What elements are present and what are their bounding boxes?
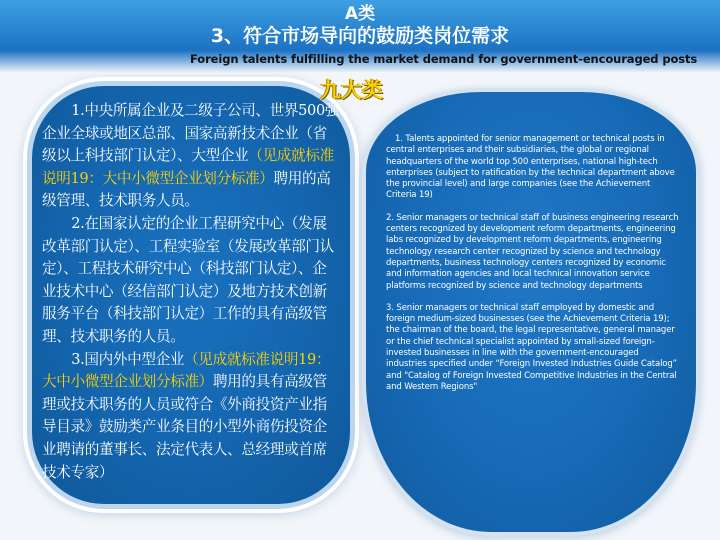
chinese-item-3-text: 3.国内外中型企业	[71, 350, 185, 368]
chinese-item-1-text: 1.中央所属企业及二级子公司、世界500强企业全球或地区总部、国家高新技术企业（省级以上科技部门认定）、大型企业	[42, 102, 340, 165]
english-item-3: 3. Senior managers or technical staff employed by domestic and foreign medium-sized businesses (see the Achievement Criteria 19); the chairman of the board, the legal representative, general manager or the chief technical specialist appointed by small-sized foreign-invested businesses in line with the government-encouraged industries specified under “Foreign Invested Industries Guide Catalog” and "Catalog of Foreign Invested Competitive Industries in the Central and Western Regions"	[386, 302, 677, 392]
chinese-item-1-highlight: （见成就标准说明19：大中小微型企业划分标准）	[42, 147, 334, 187]
chinese-item-2: 2.在国家认定的企业工程研究中心（发展改革部门认定）、工程实验室（发展改革部门认定）、工程技术研究中心（科技部门认定）、企业技术中心（经信部门认定）及地方技术创新服务平台（科技部门认定）工作的具有高级管理、技术职务的人员。	[42, 214, 334, 345]
chinese-text	[42, 100, 340, 484]
chinese-item-1	[42, 100, 340, 213]
chinese-item-3	[42, 349, 340, 485]
chinese-item-1-tail: 聘用的高级管理、技术职务人员。	[42, 169, 331, 210]
english-text	[386, 134, 680, 404]
english-item-1: 1. Talents appointed for senior management or technical posts in central enterprises and their subsidiaries, the global or regional headquarters of the world top 500 enterprises, national high-tech enterprises (subject to ratification by the technical department above the provincial level) and large companies (see the Achievement Criteria 19)	[386, 134, 675, 201]
english-subtitle: Foreign talents fulfilling the market demand for government-encouraged posts	[190, 52, 698, 66]
english-item-2: 2. Senior managers or technical staff of business engineering research centers recognized by development reform departments, engineering labs recognized by development reform departments, engineering technology research center recognized by science and technology departments, business technology centers recognized by economic and information agencies and local technical innovation service platforms recognized by science and technology departments	[386, 212, 679, 291]
category-title: A类	[344, 4, 376, 24]
page-title: 3、符合市场导向的鼓励类岗位需求	[210, 25, 510, 47]
chinese-item-3-tail: 聘用的具有高级管理或技术职务的人员或符合《外商投资产业指导目录》鼓励类产业条目的小型外商伤投资企业聘请的董事长、法定代表人、总经理或首席技术专家）	[42, 373, 327, 481]
nine-categories-badge: 九大类	[320, 78, 383, 102]
chinese-item-3-highlight: （见成就标准说明19：大中小微型企业划分标准）	[42, 350, 331, 391]
